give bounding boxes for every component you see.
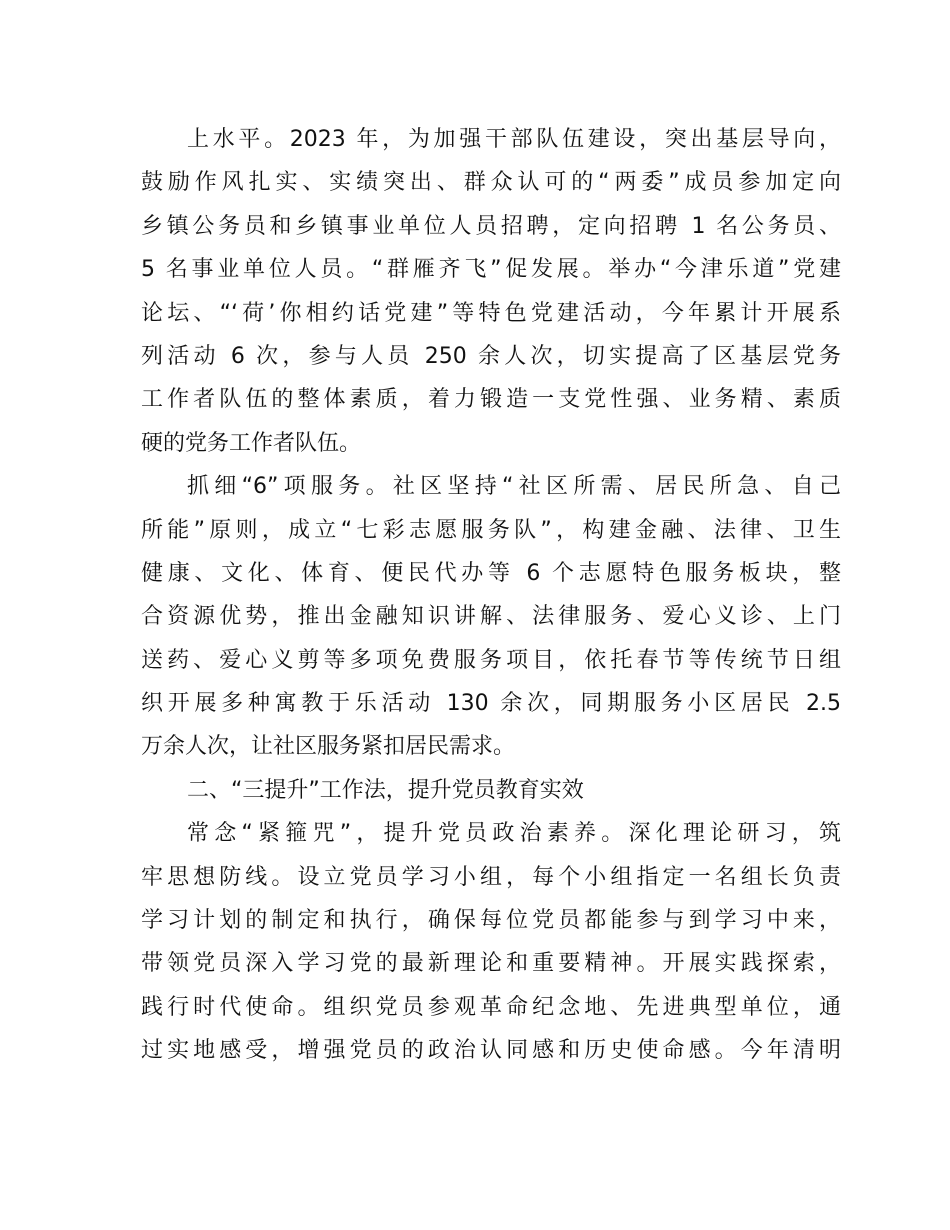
text-line: 论坛、“‘荷’你相约话党建”等特色党建活动，今年累计开展系 xyxy=(141,300,841,326)
text-line: 织开展多种寓教于乐活动 130 余次，同期服务小区居民 2.5 xyxy=(141,691,841,717)
text-line: 鼓励作风扎实、实绩突出、群众认可的“两委”成员参加定向 xyxy=(141,170,841,196)
text-line: 过实地感受，增强党员的政治认同感和历史使命感。今年清明 xyxy=(141,1038,841,1064)
paragraph xyxy=(141,465,841,769)
text-line: 万余人次，让社区服务紧扣居民需求。 xyxy=(141,734,516,760)
text-line: 常念“紧箍咒”，提升党员政治素养。深化理论研习，筑 xyxy=(187,821,841,847)
text-line: 送药、爱心义剪等多项免费服务项目，依托春节等传统节日组 xyxy=(141,647,841,673)
text-line: 5 名事业单位人员。“群雁齐飞”促发展。举办“今津乐道”党建 xyxy=(141,257,841,283)
paragraph xyxy=(141,118,841,465)
text-line: 抓细“6”项服务。社区坚持“社区所需、居民所急、自己 xyxy=(187,474,841,500)
text-line: 工作者队伍的整体素质，着力锻造一支党性强、业务精、素质 xyxy=(141,387,841,413)
text-line: 乡镇公务员和乡镇事业单位人员招聘，定向招聘 1 名公务员、 xyxy=(141,213,841,239)
text-line: 硬的党务工作者队伍。 xyxy=(141,430,362,456)
text-line: 列活动 6 次，参与人员 250 余人次，切实提高了区基层党务 xyxy=(141,343,841,369)
text-line: 践行时代使命。组织党员参观革命纪念地、先进典型单位，通 xyxy=(141,994,841,1020)
text-line: 带领党员深入学习党的最新理论和重要精神。开展实践探索， xyxy=(141,951,841,977)
paragraph xyxy=(141,812,841,1072)
text-line: 上水平。2023 年，为加强干部队伍建设，突出基层导向， xyxy=(187,127,841,152)
text-line: 合资源优势，推出金融知识讲解、法律服务、爱心义诊、上门 xyxy=(141,604,841,630)
heading-text: 二、“三提升”工作法，提升党员教育实效 xyxy=(187,777,584,803)
text-line: 所能”原则，成立“七彩志愿服务队”，构建金融、法律、卫生 xyxy=(141,517,841,543)
section-heading xyxy=(141,769,841,812)
text-line: 学习计划的制定和执行，确保每位党员都能参与到学习中来， xyxy=(141,908,841,934)
document-body xyxy=(141,118,841,1073)
text-line: 牢思想防线。设立党员学习小组，每个小组指定一名组长负责 xyxy=(141,864,841,890)
text-line: 健康、文化、体育、便民代办等 6 个志愿特色服务板块，整 xyxy=(141,560,841,586)
